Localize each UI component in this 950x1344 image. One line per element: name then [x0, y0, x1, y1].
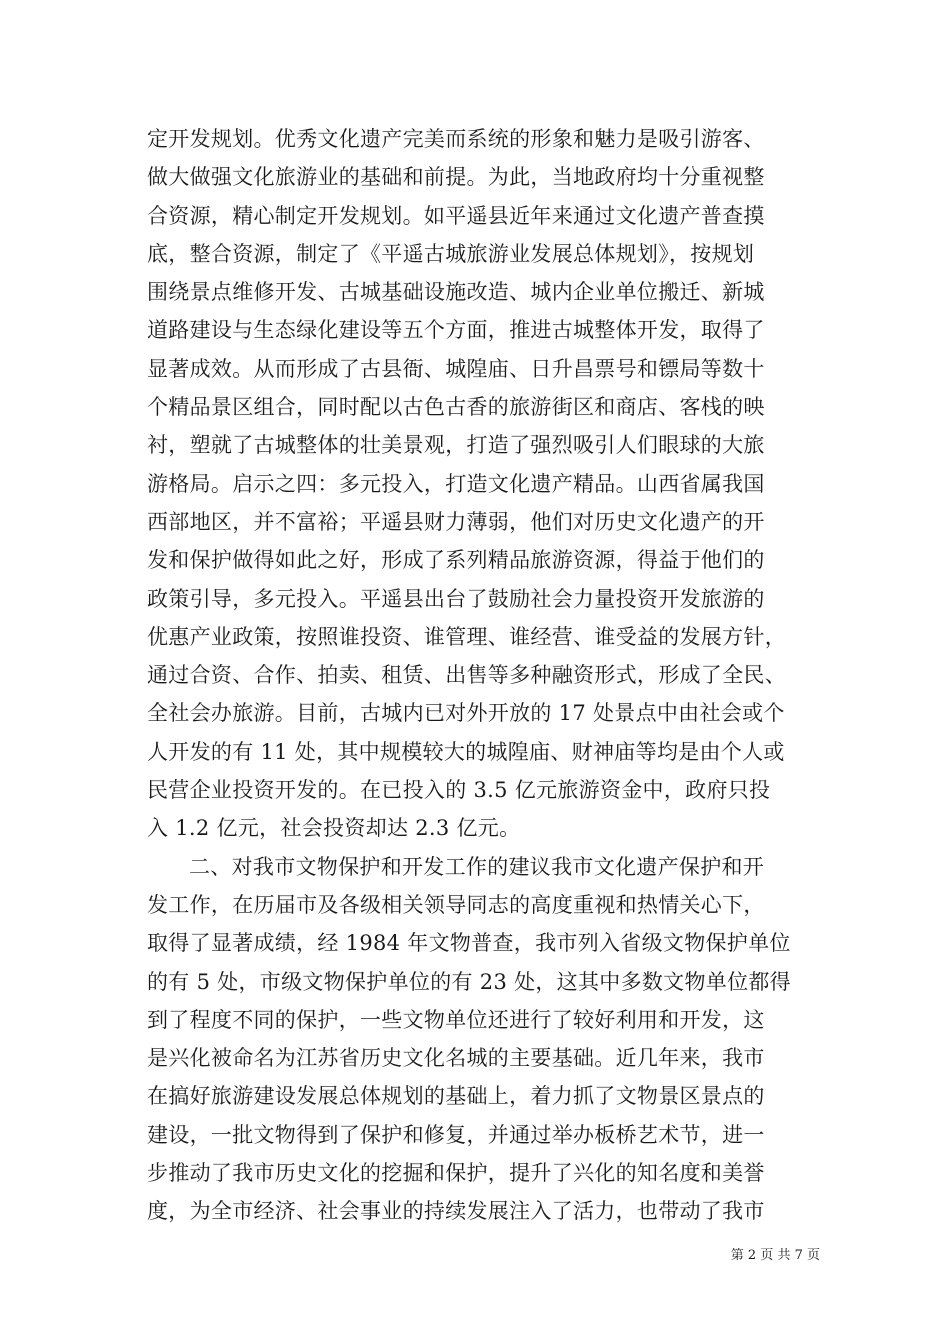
paragraph-line: 衬，塑就了古城整体的壮美景观，打造了强烈吸引人们眼球的大旅: [147, 433, 765, 458]
paragraph-line: 到了程度不同的保护，一些文物单位还进行了较好利用和开发，这: [147, 1007, 765, 1032]
paragraph-line: 发工作，在历届市及各级相关领导同志的高度重视和热情关心下，: [147, 892, 765, 917]
paragraph-line: 取得了显著成绩，经 1984 年文物普查，我市列入省级文物保护单位: [147, 931, 791, 956]
paragraph-line: 优惠产业政策，按照谁投资、谁管理、谁经营、谁受益的发展方针，: [147, 624, 786, 649]
paragraph-line: 道路建设与生态绿化建设等五个方面，推进古城整体开发，取得了: [147, 318, 765, 343]
paragraph-line: 定开发规划。优秀文化遗产完美而系统的形象和魅力是吸引游客、: [147, 127, 765, 151]
paragraph-line: 建设，一批文物得到了保护和修复，并通过举办板桥艺术节，进一: [147, 1122, 765, 1147]
paragraph-line: 度，为全市经济、社会事业的持续发展注入了活力，也带动了我市: [147, 1199, 765, 1224]
paragraph-line: 全社会办旅游。目前，古城内已对外开放的 17 处景点中由社会或个: [147, 701, 785, 726]
paragraph-line: 底，整合资源，制定了《平遥古城旅游业发展总体规划》，按规划: [147, 241, 755, 266]
paragraph-line: 西部地区，并不富裕；平遥县财力薄弱，他们对历史文化遗产的开: [147, 509, 765, 534]
paragraph-line: 人开发的有 11 处，其中规模较大的城隍庙、财神庙等均是由个人或: [147, 739, 785, 764]
paragraph-line: 合资源，精心制定开发规划。如平遥县近年来通过文化遗产普查摸: [147, 203, 765, 228]
paragraph-line: 游格局。启示之四：多元投入，打造文化遗产精品。山西省属我国: [147, 471, 765, 496]
paragraph-line: 围绕景点维修开发、古城基础设施改造、城内企业单位搬迁、新城: [147, 280, 765, 305]
paragraph: [147, 848, 812, 1231]
paragraph-line: 显著成效。从而形成了古县衙、城隍庙、日升昌票号和镖局等数十: [147, 356, 765, 381]
paragraph-line: 发和保护做得如此之好，形成了系列精品旅游资源，得益于他们的: [147, 548, 765, 573]
paragraph-line: 步推动了我市历史文化的挖掘和保护，提升了兴化的知名度和美誉: [147, 1161, 765, 1186]
paragraph-line: 个精品景区组合，同时配以古色古香的旅游街区和商店、客栈的映: [147, 395, 765, 420]
page-number: 第 2 页 共 7 页: [730, 1248, 820, 1263]
paragraph-line: 入 1.2 亿元，社会投资却达 2.3 亿元。: [147, 816, 521, 841]
paragraph-line: 二、对我市文物保护和开发工作的建议我市文化遗产保护和开: [189, 854, 765, 879]
paragraph-line: 民营企业投资开发的。在已投入的 3.5 亿元旅游资金中，政府只投: [147, 778, 771, 803]
document-body: [147, 120, 812, 1231]
paragraph-line: 在搞好旅游建设发展总体规划的基础上，着力抓了文物景区景点的: [147, 1084, 765, 1109]
paragraph-line: 做大做强文化旅游业的基础和前提。为此，当地政府均十分重视整: [147, 165, 765, 190]
paragraph-line: 的有 5 处，市级文物保护单位的有 23 处，这其中多数文物单位都得: [147, 969, 791, 994]
paragraph-line: 政策引导，多元投入。平遥县出台了鼓励社会力量投资开发旅游的: [147, 586, 765, 611]
paragraph: [147, 120, 812, 848]
paragraph-line: 是兴化被命名为江苏省历史文化名城的主要基础。近几年来，我市: [147, 1046, 765, 1071]
paragraph-line: 通过合资、合作、拍卖、租赁、出售等多种融资形式，形成了全民、: [147, 663, 786, 688]
